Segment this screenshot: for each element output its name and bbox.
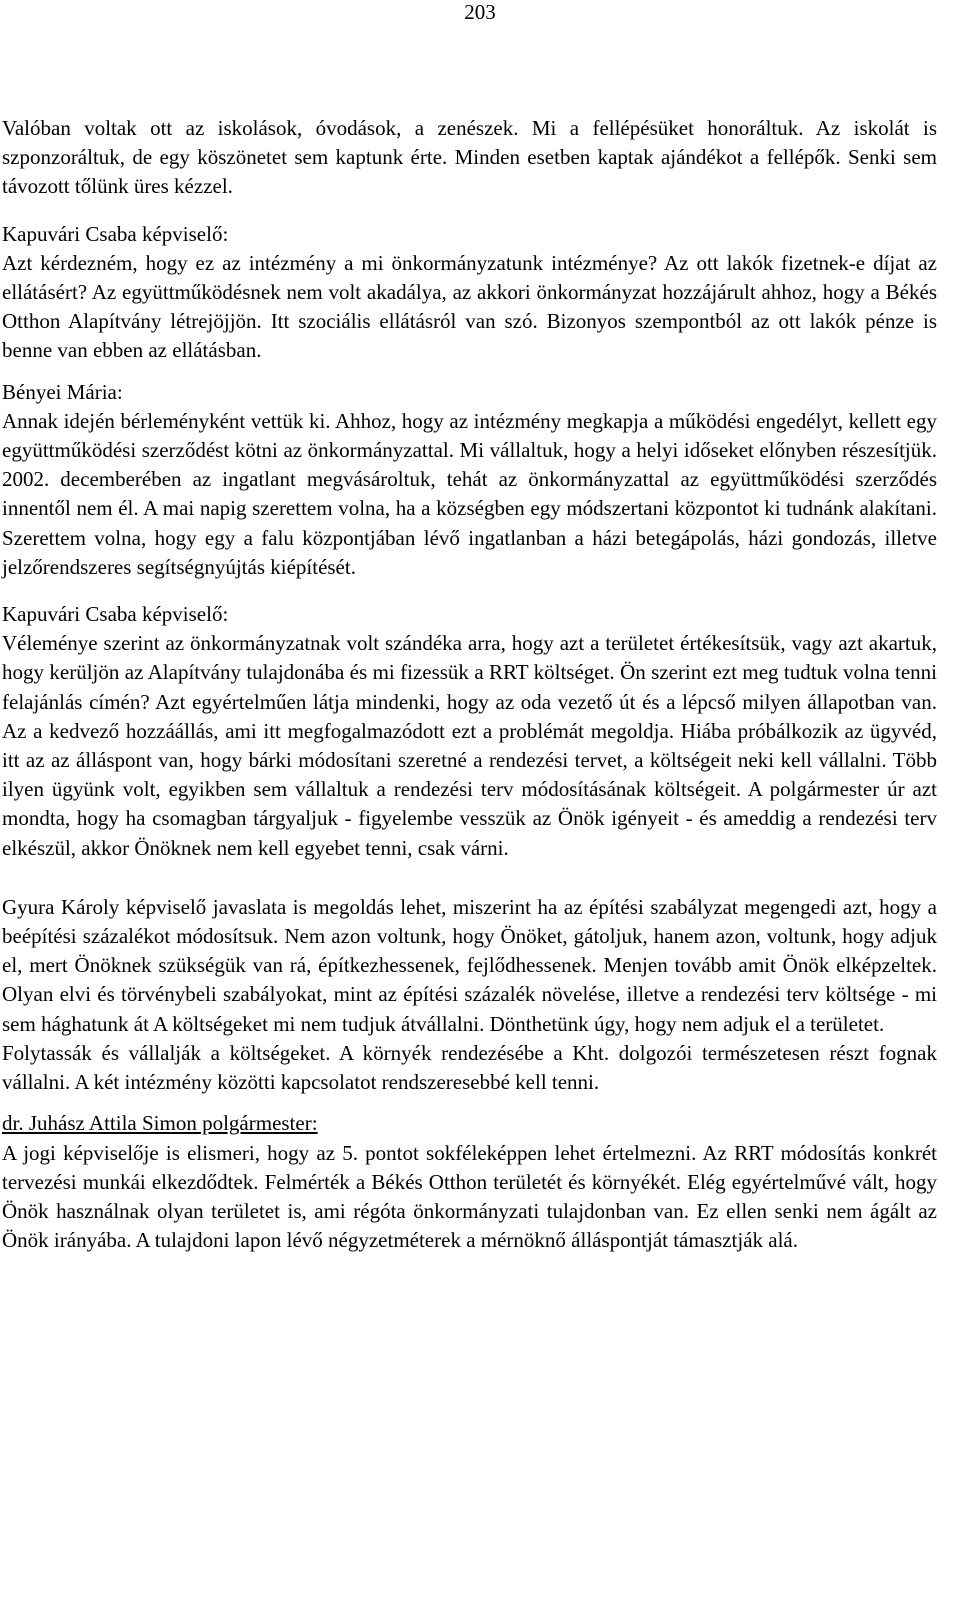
speaker-benyei: Bényei Mária: xyxy=(2,379,123,404)
page-number: 203 xyxy=(464,0,496,24)
paragraph-4: Véleménye szerint az önkormányzatnak volt szándéka arra, hogy azt a területet értékesítsük, vagy azt akartuk, hogy kerüljön az Alapítvány tulajdonába és mi fizessük a RRT költséget. Ön szerint ezt meg tudtuk volna tenni felajánlás címén? Azt egyértelműen látja mindenki, hogy az oda vezető út és a lépcső milyen állapotban van. Az a kedvező hozzáállás, ami itt megfogalmazódott ezt a problémát megoldja. Hiába próbálkozik az ügyvéd, itt az az álláspont van, hogy bárki módosítani szeretné a rendezési tervet, a költségeit neki kell vállalni. Több ilyen ügyünk volt, egyikben sem vállaltuk a rendezési terv módosításának költségeit. A polgármester úr azt mondta, hogy ha csomagban tárgyaljuk - figyelembe vesszük az Önök igényeit - és ameddig a rendezési terv elkészül, akkor Önöknek nem kell egyebet tenni, csak várni. xyxy=(2,631,937,860)
paragraph-5: Gyura Károly képviselő javaslata is megoldás lehet, miszerint ha az építési szabályzat megengedi azt, hogy a beépítési százalékot módosítsuk. Nem azon voltunk, hogy Önöket, gátoljuk, hanem azon, voltunk, hogy adjuk el, mert Önöknek szükségük van rá, építkezhessenek, fejlődhessenek. Menjen tovább amit Önök elképzeltek. Olyan elvi és törvénybeli szabályokat, mint az építési százalék növelése, illetve a rendezési terv költsége - mi sem hághatunk át A költségeket mi nem tudjuk átvállalni. Dönthetünk úgy, hogy nem adjuk el a területet. xyxy=(2,894,937,1036)
document-body xyxy=(2,114,937,1255)
paragraph-7: A jogi képviselője is elismeri, hogy az 5. pontot sokféleképpen lehet értelmezni. Az RRT módosítás konkrét tervezési munkái elkezdődtek. Felmérték a Békés Otthon területét és környékét. Elég egyértelművé vált, hogy Önök használnak olyan területet is, ami régóta önkormányzati tulajdonban van. Ez ellen senki nem ágált az Önök irányába. A tulajdoni lapon lévő négyzetméterek a mérnöknő álláspontját támasztják alá. xyxy=(2,1140,937,1253)
paragraph-1: Valóban voltak ott az iskolások, óvodások, a zenészek. Mi a fellépésüket honoráltuk. Az iskolát is szponzoráltuk, de egy köszönetet sem kaptunk érte. Minden esetben kaptak ajándékot a fellépők. Senki sem távozott tőlünk üres kézzel. xyxy=(2,116,937,199)
paragraph-3: Annak idején bérleményként vettük ki. Ahhoz, hogy az intézmény megkapja a működési engedélyt, kellett egy együttműködési szerződést kötni az önkormányzattal. Mi vállaltuk, hogy a helyi időseket előnyben részesítjük. 2002. decemberében az ingatlant megvásároltuk, tehát az önkormányzattal az együttműködési szerződés innentől nem él. A mai napig szerettem volna, ha a községben egy módszertani központot ki tudnánk alakítani. Szerettem volna, hogy egy a falu központjában lévő ingatlanban a házi betegápolás, házi gondozás, illetve jelzőrendszeres segítségnyújtás kiépítését. xyxy=(2,408,937,579)
speaker-mayor: dr. Juhász Attila Simon polgármester: xyxy=(2,1111,318,1136)
speaker-kapuvari-1: Kapuvári Csaba képviselő: xyxy=(2,221,229,246)
speaker-kapuvari-2: Kapuvári Csaba képviselő: xyxy=(2,602,229,627)
paragraph-2: Azt kérdezném, hogy ez az intézmény a mi önkormányzatunk intézménye? Az ott lakók fizetnek-e díjat az ellátásért? Az együttműködésnek nem volt akadálya, az akkori önkormányzat hozzájárult ahhoz, hogy a Békés Otthon Alapítvány létrejöjjön. Itt szociális ellátásról van szó. Bizonyos szempontból az ott lakók pénze is benne van ebben az ellátásban. xyxy=(2,250,937,363)
paragraph-6: Folytassák és vállalják a költségeket. A környék rendezésébe a Kht. dolgozói természetesen részt fognak vállalni. A két intézmény közötti kapcsolatot rendszeresebbé kell tenni. xyxy=(2,1040,937,1095)
